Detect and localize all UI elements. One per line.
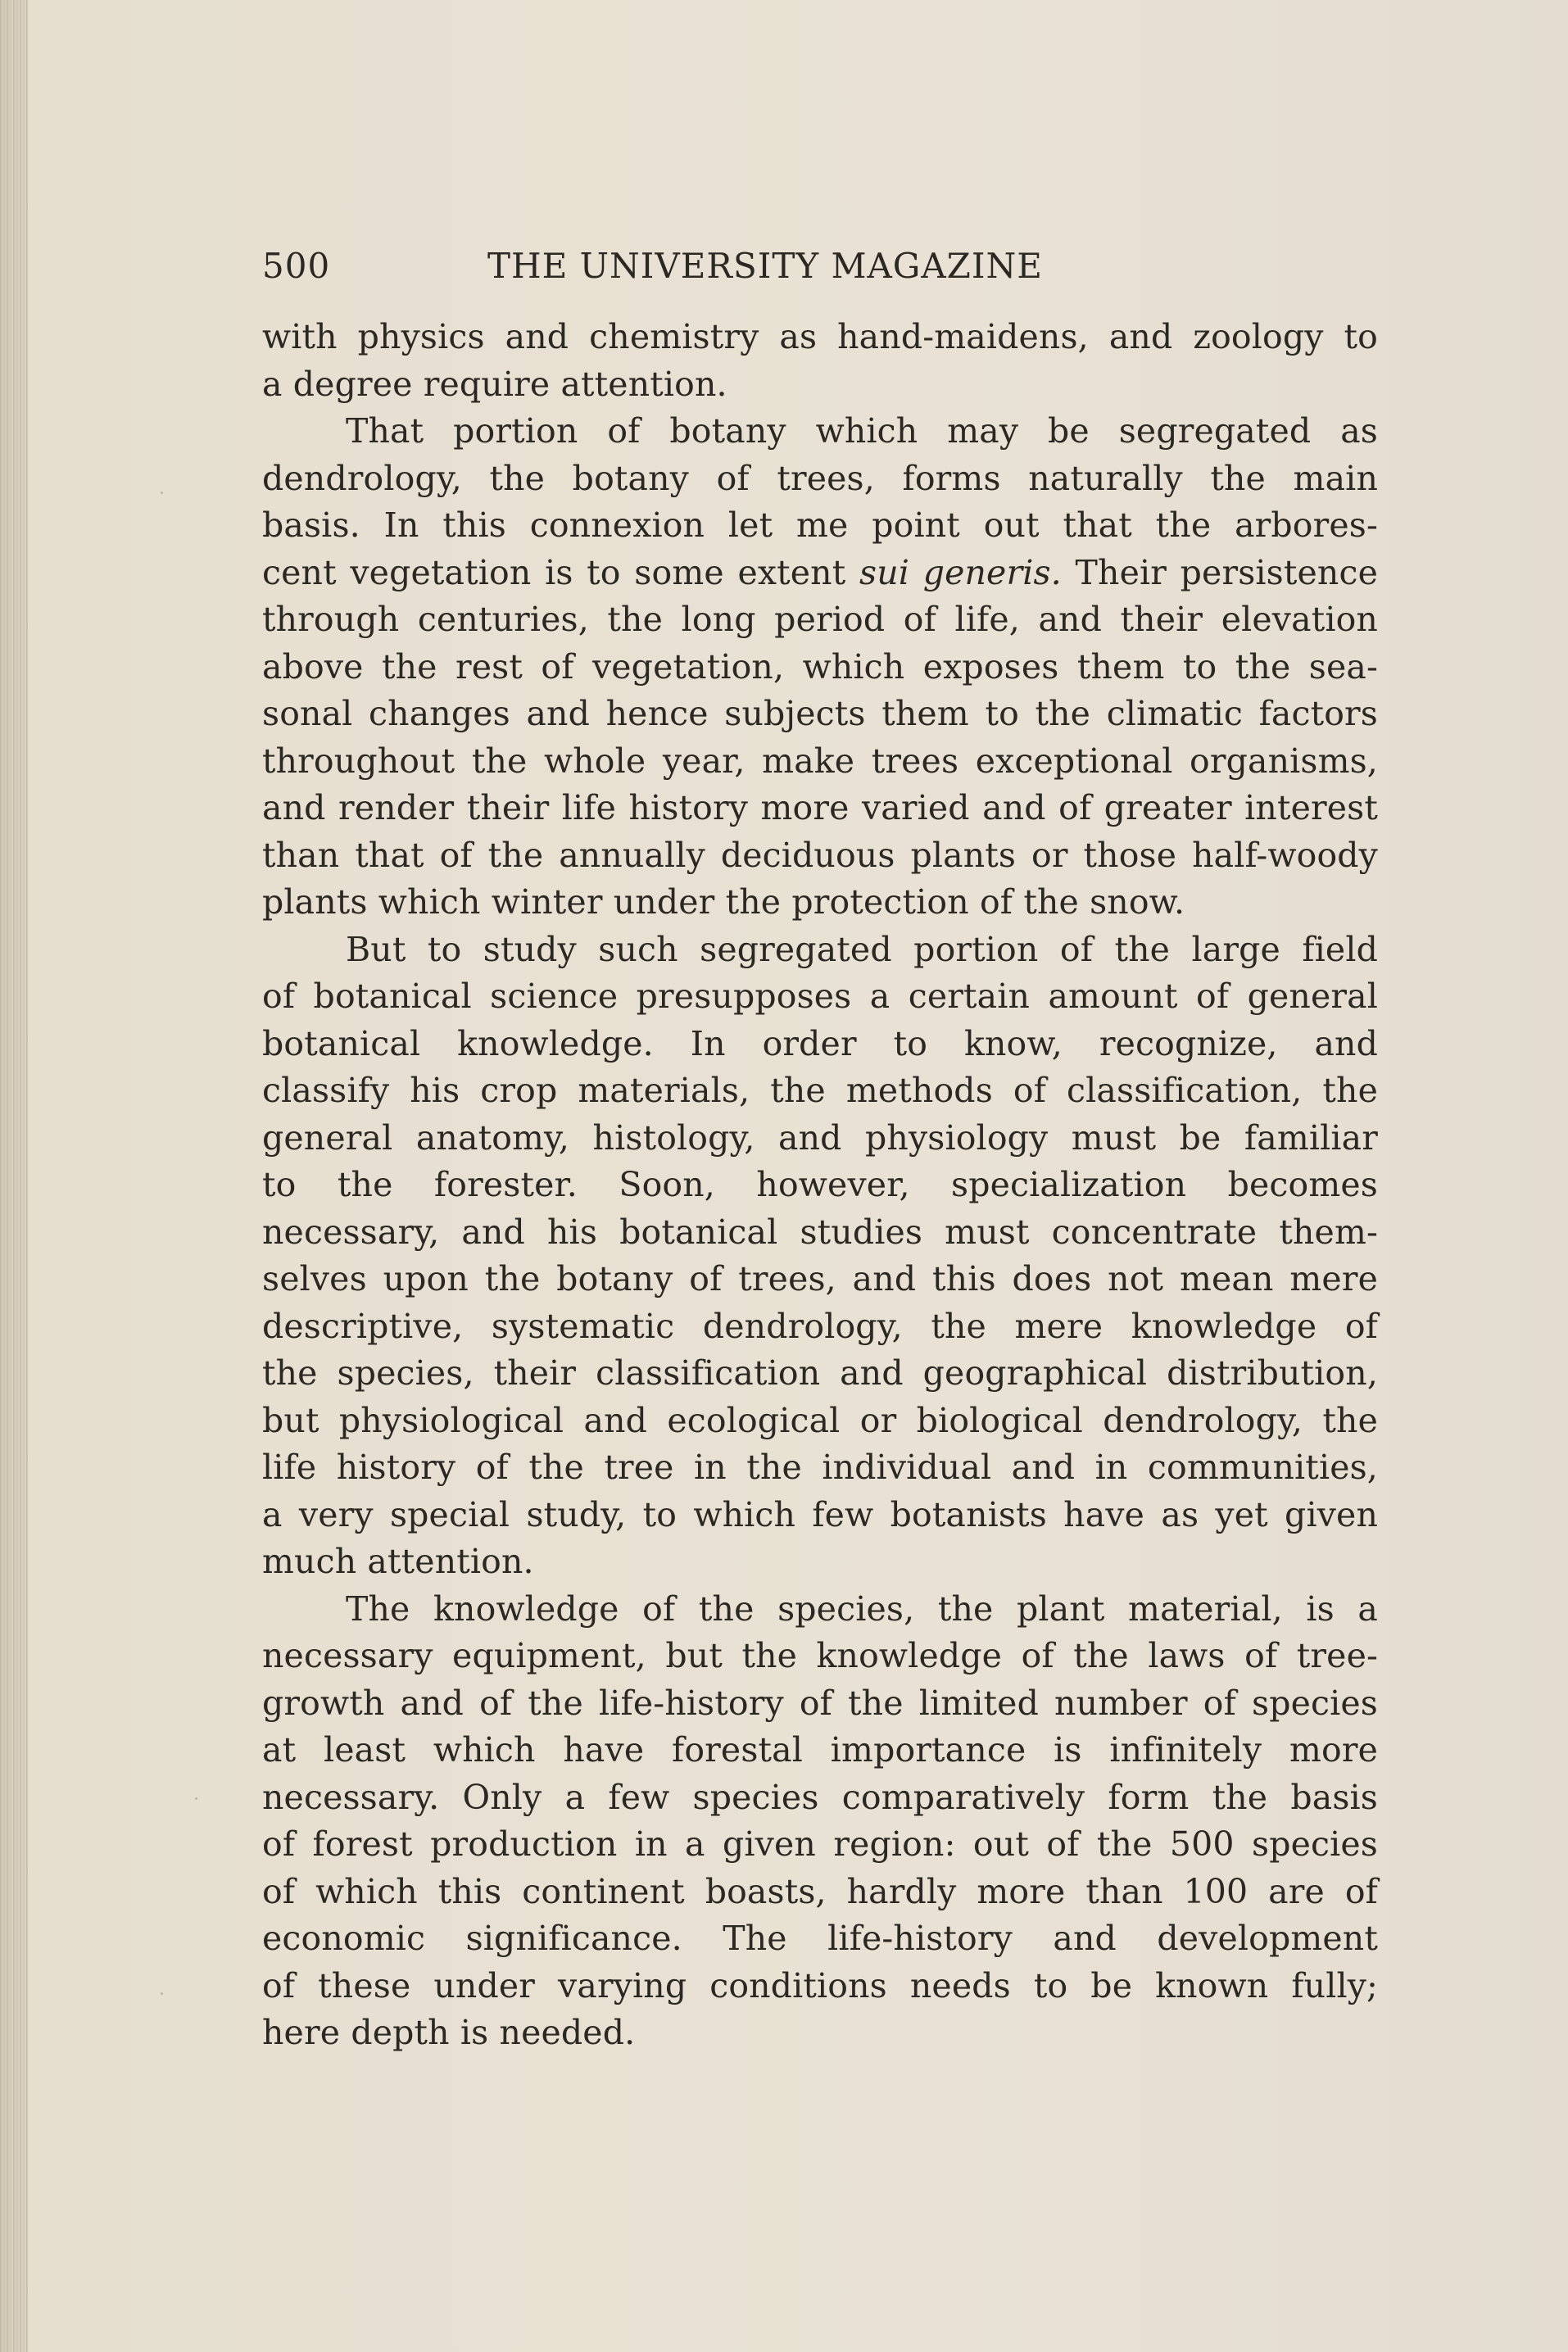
text-line: of these under varying conditions needs to be known fully; xyxy=(262,1965,1378,2005)
text-line: at least which have forestal importance is infinitely more xyxy=(262,1730,1378,1770)
paragraph-2 xyxy=(262,408,1378,927)
paper-speck xyxy=(161,492,163,494)
text-line: a degree require attention. xyxy=(262,364,727,404)
text-fragment: cent vegetation is to some extent xyxy=(262,552,860,592)
text-line-with-italic xyxy=(262,550,1378,597)
page-text-block xyxy=(262,246,1378,2057)
text-line: a very special study, to which few botanists have as yet given xyxy=(262,1494,1378,1534)
text-line: But to study such segregated portion of the large field xyxy=(346,929,1378,969)
paper-speck xyxy=(161,1992,163,1995)
text-line: of forest production in a given region: out of the 500 species xyxy=(262,1824,1378,1864)
text-line: necessary equipment, but the knowledge of the laws of tree- xyxy=(262,1636,1378,1675)
text-line: of botanical science presupposes a certain amount of general xyxy=(262,977,1378,1016)
text-line: growth and of the life-history of the limited number of species xyxy=(262,1683,1378,1723)
text-line: with physics and chemistry as hand-maidens, and zoology to xyxy=(262,317,1378,356)
text-line: much attention. xyxy=(262,1542,534,1581)
text-line: descriptive, systematic dendrology, the mere knowledge of xyxy=(262,1306,1378,1346)
italic-phrase: sui generis. xyxy=(859,552,1062,592)
text-line: plants which winter under the protection of the snow. xyxy=(262,882,1185,922)
paragraph-1 xyxy=(262,314,1378,408)
text-line: economic significance. The life-history and development xyxy=(262,1919,1378,1958)
text-line: here depth is needed. xyxy=(262,2013,636,2052)
text-line: but physiological and ecological or biological dendrology, the xyxy=(262,1400,1378,1440)
running-head xyxy=(262,246,1378,286)
text-line: the species, their classification and geographical distribution, xyxy=(262,1353,1378,1393)
text-line: The knowledge of the species, the plant material, is a xyxy=(346,1588,1378,1629)
text-line: sonal changes and hence subjects them to the climatic factors xyxy=(262,694,1378,733)
text-line: than that of the annually deciduous plants or those half-woody xyxy=(262,835,1378,875)
text-line: classify his crop materials, the methods of classification, the xyxy=(262,1071,1378,1110)
text-line: selves upon the botany of trees, and this does not mean mere xyxy=(262,1259,1378,1298)
text-line: and render their life history more varied and of greater interest xyxy=(262,788,1378,827)
text-line: That portion of botany which may be segregated as xyxy=(346,411,1378,451)
text-line: to the forester. Soon, however, specialization becomes xyxy=(262,1165,1378,1204)
text-line: through centuries, the long period of life, and their elevation xyxy=(262,600,1378,639)
page-gutter-edge xyxy=(0,0,28,2352)
text-fragment: Their persistence xyxy=(1061,552,1378,592)
paragraph-4 xyxy=(262,1586,1378,2057)
text-line: life history of the tree in the individual and in communities, xyxy=(262,1448,1378,1487)
running-title: THE UNIVERSITY MAGAZINE xyxy=(487,246,1043,286)
paragraph-3 xyxy=(262,927,1378,1586)
text-line: of which this continent boasts, hardly more than 100 are of xyxy=(262,1871,1378,1911)
page-number: 500 xyxy=(262,246,331,286)
paper-speck xyxy=(195,1797,197,1800)
text-line: general anatomy, histology, and physiology must be familiar xyxy=(262,1117,1378,1158)
text-line: above the rest of vegetation, which exposes them to the sea- xyxy=(262,646,1378,687)
text-line: basis. In this connexion let me point out that the arbores- xyxy=(262,505,1378,545)
text-line: throughout the whole year, make trees exceptional organisms, xyxy=(262,741,1378,781)
text-line: necessary, and his botanical studies must concentrate them- xyxy=(262,1212,1378,1252)
text-line: necessary. Only a few species comparatively form the basis xyxy=(262,1777,1378,1817)
text-line: dendrology, the botany of trees, forms naturally the main xyxy=(262,458,1378,498)
text-line: botanical knowledge. In order to know, recognize, and xyxy=(262,1023,1378,1063)
